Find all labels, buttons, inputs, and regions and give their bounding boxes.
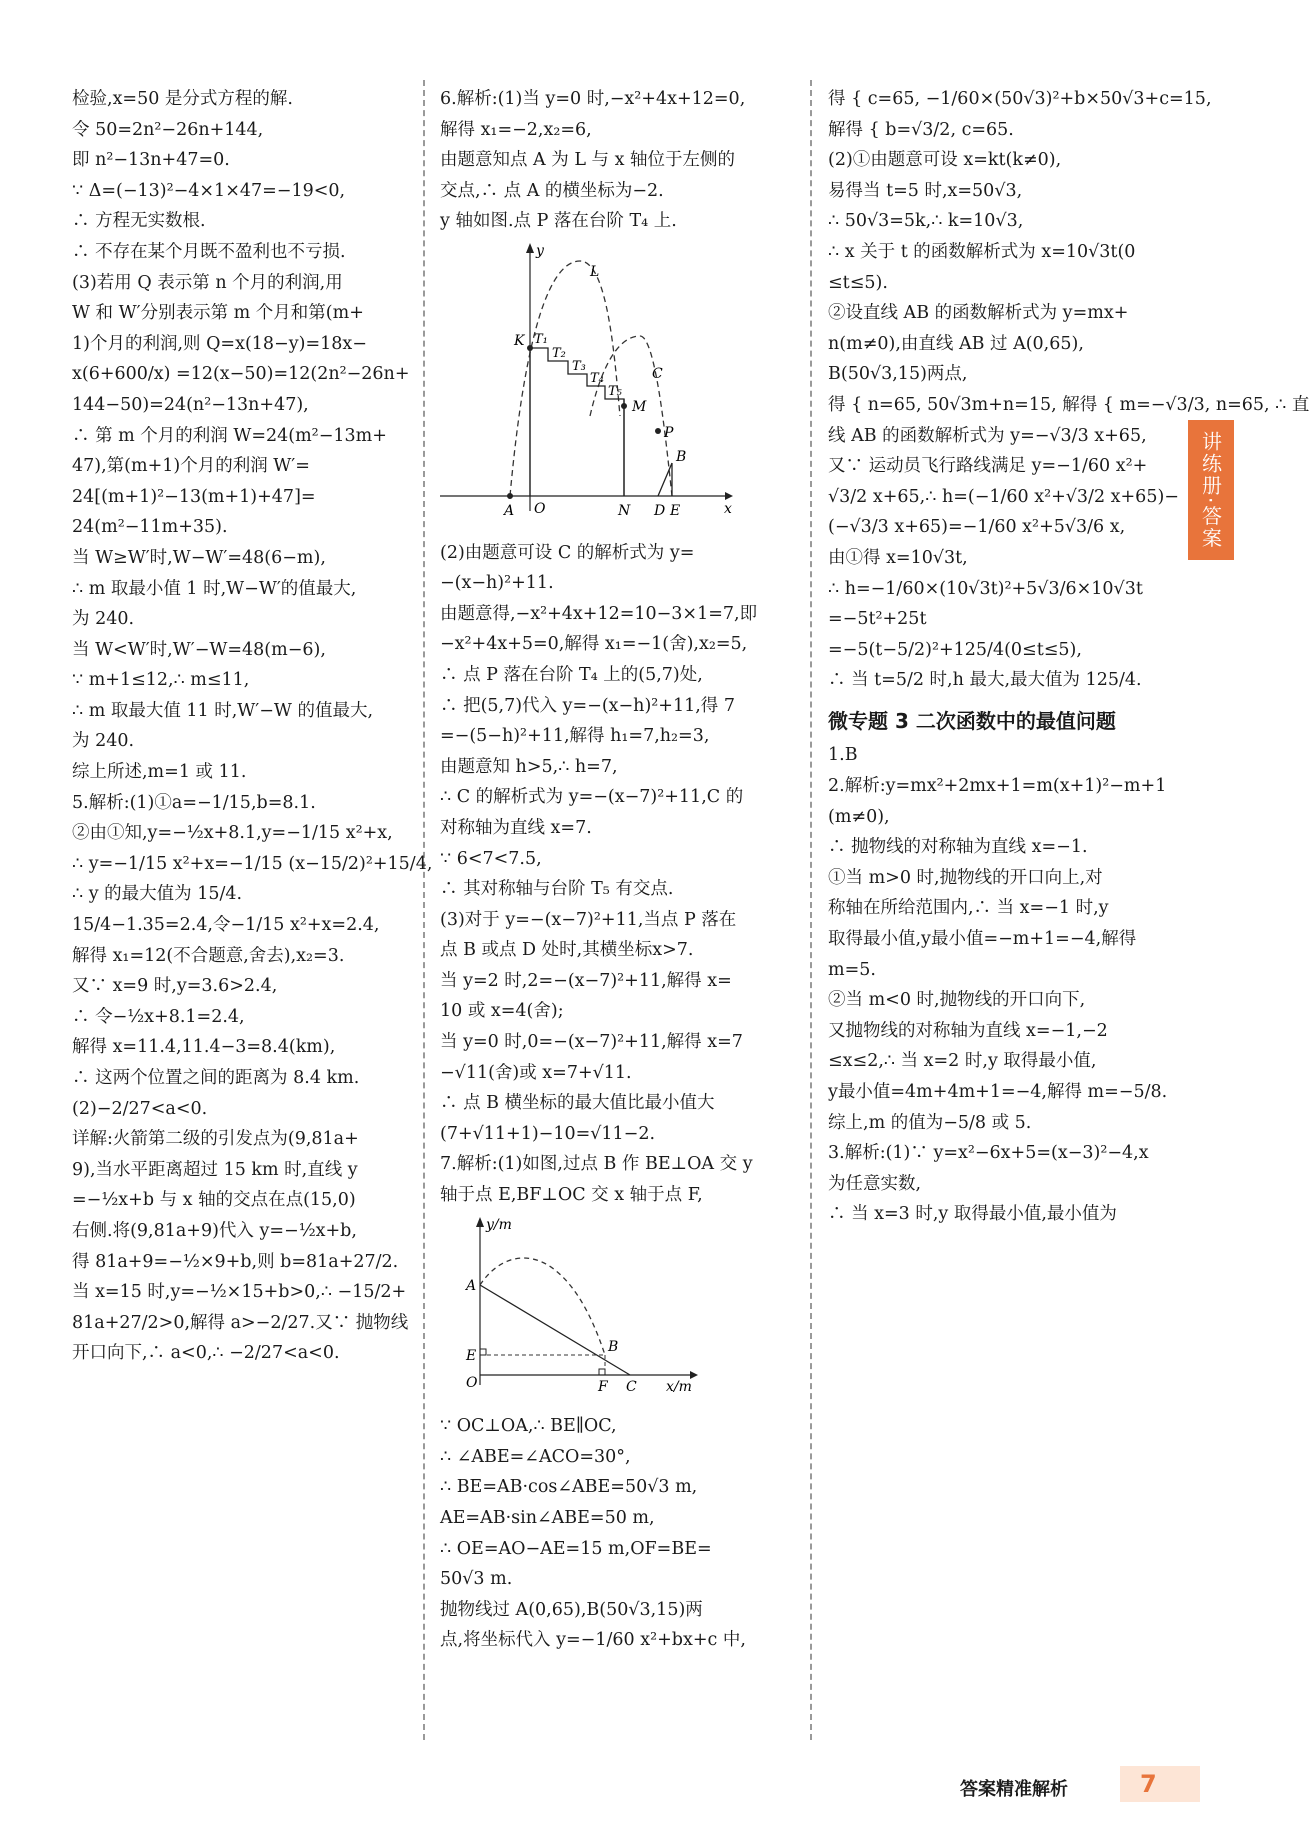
text-line: 当 W<W′时,W′−W=48(m−6), xyxy=(72,639,326,660)
fig1-label-O: O xyxy=(534,500,546,517)
text-line: ∵ OC⊥OA,∴ BE∥OC, xyxy=(440,1416,617,1437)
text-line: 47),第(m+1)个月的利润 W′= xyxy=(72,456,310,477)
text-line: 开口向下,∴ a<0,∴ −2/27<a<0. xyxy=(72,1343,340,1364)
text-line: ∴ m 取最大值 11 时,W′−W 的值最大, xyxy=(72,700,374,721)
text-line: 81a+27/2>0,解得 a>−2/27.又∵ 抛物线 xyxy=(72,1312,409,1333)
text-line: √3/2 x+65,∴ h=(−1/60 x²+√3/2 x+65)− xyxy=(828,486,1179,507)
text-line: ∴ 第 m 个月的利润 W=24(m²−13m+ xyxy=(72,425,387,446)
column-2 xyxy=(440,84,800,1656)
text-line: 6.解析:(1)当 y=0 时,−x²+4x+12=0, xyxy=(440,89,746,109)
text-line: AE=AB·sin∠ABE=50 m, xyxy=(440,1508,655,1528)
text-line: 详解:火箭第二级的引发点为(9,81a+ xyxy=(72,1129,359,1150)
text-line: 50√3 m. xyxy=(440,1569,513,1590)
text-line: ∴ ∠ABE=∠ACO=30°, xyxy=(440,1446,631,1467)
column-divider xyxy=(423,80,425,1740)
fig2-label-O: O xyxy=(466,1374,478,1391)
text-line: 综上,m 的值为−5/8 或 5. xyxy=(828,1112,1032,1133)
text-line: 由题意得,−x²+4x+12=10−3×1=7,即 xyxy=(440,603,758,624)
text-line: ∴ m 取最小值 1 时,W−W′的值最大, xyxy=(72,578,357,599)
text-line: B(50√3,15)两点, xyxy=(828,364,968,385)
text-line: 易得当 t=5 时,x=50√3, xyxy=(828,180,1023,201)
text-line: 为 240. xyxy=(72,609,135,630)
fig1-label-M: M xyxy=(632,398,647,415)
text-line: 综上所述,m=1 或 11. xyxy=(72,762,247,783)
text-line: 为 240. xyxy=(72,731,135,752)
fig2-label-F: F xyxy=(598,1378,608,1395)
fig1-label-D: D xyxy=(654,502,666,519)
fig1-label-x: x xyxy=(724,500,732,517)
text-line: ②设直线 AB 的函数解析式为 y=mx+ xyxy=(828,303,1129,324)
ski-jump-figure xyxy=(440,1215,800,1406)
text-line: =−5t²+25t xyxy=(828,609,927,630)
text-line: 解得 x₁=12(不合题意,舍去),x₂=3. xyxy=(72,945,345,966)
text-line: 144−50)=24(n²−13n+47), xyxy=(72,394,309,415)
text-line: 10 或 x=4(舍); xyxy=(440,1001,564,1022)
text-line: 由题意知 h>5,∴ h=7, xyxy=(440,756,618,777)
text-line: ≤t≤5). xyxy=(828,272,888,293)
text-line: 1)个月的利润,则 Q=x(18−y)=18x− xyxy=(72,333,367,354)
text-line: 即 n²−13n+47=0. xyxy=(72,150,230,171)
text-line: 解得 x=11.4,11.4−3=8.4(km), xyxy=(72,1037,336,1058)
text-line: ①当 m>0 时,抛物线的开口向上,对 xyxy=(828,867,1103,888)
text-line: 得 { n=65, 50√3m+n=15, 解得 { m=−√3/3, n=65, ∴ 直 xyxy=(828,394,1309,415)
text-line: ∵ Δ=(−13)²−4×1×47=−19<0, xyxy=(72,180,346,201)
text-line: 为任意实数, xyxy=(828,1173,922,1194)
fig1-label-T4: T₄ xyxy=(590,370,604,386)
text-line: −√11(舍)或 x=7+√11. xyxy=(440,1062,632,1083)
text-line: (3)若用 Q 表示第 n 个月的利润,用 xyxy=(72,272,343,293)
text-line: 9),当水平距离超过 15 km 时,直线 y xyxy=(72,1159,358,1180)
text-line: 15/4−1.35=2.4,令−1/15 x²+x=2.4, xyxy=(72,915,380,936)
text-line: x(6+600/x) =12(x−50)=12(2n²−26n+ xyxy=(72,364,410,385)
staircase-parabola-figure xyxy=(440,241,800,532)
fig1-label-C: C xyxy=(652,365,663,382)
text-line: (2)−2/27<a<0. xyxy=(72,1098,208,1119)
fig2-label-C: C xyxy=(626,1378,637,1395)
text-line: ∵ m+1≤12,∴ m≤11, xyxy=(72,670,250,691)
text-line: 对称轴为直线 x=7. xyxy=(440,817,592,838)
text-line: (3)对于 y=−(x−7)²+11,当点 P 落在 xyxy=(440,909,737,930)
text-line: 线 AB 的函数解析式为 y=−√3/3 x+65, xyxy=(828,425,1147,446)
text-line: 3.解析:(1)∵ y=x²−6x+5=(x−3)²−4,x xyxy=(828,1143,1149,1164)
text-line: 令 50=2n²−26n+144, xyxy=(72,119,264,140)
text-line: 又∵ x=9 时,y=3.6>2.4, xyxy=(72,976,278,997)
text-line: 右侧.将(9,81a+9)代入 y=−½x+b, xyxy=(72,1220,357,1241)
fig1-label-K: K xyxy=(514,332,525,349)
text-line: 由①得 x=10√3t, xyxy=(828,547,968,568)
text-line: 得 81a+9=−½×9+b,则 b=81a+27/2. xyxy=(72,1251,399,1272)
page-number: 7 xyxy=(1140,1770,1157,1798)
text-line: (m≠0), xyxy=(828,806,890,827)
text-line: (2)由题意可设 C 的解析式为 y= xyxy=(440,542,695,563)
text-line: 得 { c=65, −1/60×(50√3)²+b×50√3+c=15, xyxy=(828,89,1212,109)
text-line: m=5. xyxy=(828,959,876,980)
fig1-label-T2: T₂ xyxy=(552,345,566,361)
fig2-label-B: B xyxy=(608,1338,619,1355)
column-divider xyxy=(810,80,812,1740)
text-line: ∴ C 的解析式为 y=−(x−7)²+11,C 的 xyxy=(440,787,744,808)
fig1-label-T3: T₃ xyxy=(572,358,586,374)
text-line: ∴ BE=AB·cos∠ABE=50√3 m, xyxy=(440,1477,698,1498)
fig1-label-y: y xyxy=(536,242,544,259)
text-line: ∴ 当 x=3 时,y 取得最小值,最小值为 xyxy=(828,1204,1117,1225)
section-title: 微专题 3 二次函数中的最值问题 xyxy=(828,708,1116,733)
text-line: ∴ 把(5,7)代入 y=−(x−h)²+11,得 7 xyxy=(440,695,735,716)
text-line: ≤x≤2,∴ 当 x=2 时,y 取得最小值, xyxy=(828,1051,1097,1072)
text-line: ∴ 其对称轴与台阶 T₅ 有交点. xyxy=(440,879,674,900)
text-line: ∴ 方程无实数根. xyxy=(72,211,206,232)
text-line: 取得最小值,y最小值=−m+1=−4,解得 xyxy=(828,929,1137,950)
text-line: 解得 { b=√3/2, c=65. xyxy=(828,119,1014,140)
text-line: ∴ x 关于 t 的函数解析式为 x=10√3t(0 xyxy=(828,241,1136,262)
fig1-label-A: A xyxy=(504,502,515,519)
text-line: 称轴在所给范围内,∴ 当 x=−1 时,y xyxy=(828,898,1109,919)
text-line: ∴ 点 B 横坐标的最大值比最小值大 xyxy=(440,1093,715,1114)
text-line: y最小值=4m+4m+1=−4,解得 m=−5/8. xyxy=(828,1082,1168,1102)
fig2-label-E: E xyxy=(466,1347,477,1364)
text-line: 7.解析:(1)如图,过点 B 作 BE⊥OA 交 y xyxy=(440,1154,753,1175)
page-number-background xyxy=(1120,1766,1200,1802)
text-line: 24(m²−11m+35). xyxy=(72,517,228,538)
text-line: 点,将坐标代入 y=−1/60 x²+bx+c 中, xyxy=(440,1630,746,1651)
text-line: ∴ y=−1/15 x²+x=−1/15 (x−15/2)²+15/4, xyxy=(72,853,433,874)
text-line: ∴ 令−½x+8.1=2.4, xyxy=(72,1006,245,1027)
text-line: 又∵ 运动员飞行路线满足 y=−1/60 x²+ xyxy=(828,456,1148,477)
text-line: ∴ 抛物线的对称轴为直线 x=−1. xyxy=(828,837,1088,858)
fig1-label-T1: T₁ xyxy=(534,331,548,347)
text-line: ∴ 50√3=5k,∴ k=10√3, xyxy=(828,211,1024,232)
text-line: ②由①知,y=−½x+8.1,y=−1/15 x²+x, xyxy=(72,823,393,844)
text-line: 当 y=2 时,2=−(x−7)²+11,解得 x= xyxy=(440,970,732,991)
text-line: W 和 W′分别表示第 m 个月和第(m+ xyxy=(72,303,364,324)
fig1-label-P: P xyxy=(664,424,674,441)
text-line: 2.解析:y=mx²+2mx+1=m(x+1)²−m+1 xyxy=(828,776,1167,797)
fig2-label-y: y/m xyxy=(486,1216,512,1233)
text-line: y 轴如图.点 P 落在台阶 T₄ 上. xyxy=(440,211,677,232)
text-line: (7+√11+1)−10=√11−2. xyxy=(440,1123,656,1144)
side-tab: 讲练册·答案 xyxy=(1188,420,1234,560)
text-line: 1.B xyxy=(828,745,858,766)
text-line: 解得 x₁=−2,x₂=6, xyxy=(440,119,592,140)
text-line: ∴ 这两个位置之间的距离为 8.4 km. xyxy=(72,1068,360,1088)
text-line: 交点,∴ 点 A 的横坐标为−2. xyxy=(440,180,664,201)
text-line: ∴ y 的最大值为 15/4. xyxy=(72,884,243,905)
text-line: 当 W≥W′时,W−W′=48(6−m), xyxy=(72,547,326,568)
fig2-label-x: x/m xyxy=(666,1378,692,1395)
text-line: =−(5−h)²+11,解得 h₁=7,h₂=3, xyxy=(440,726,710,747)
column-1 xyxy=(72,84,433,1369)
text-line: 24[(m+1)²−13(m+1)+47]= xyxy=(72,486,316,507)
text-line: ∴ 当 t=5/2 时,h 最大,最大值为 125/4. xyxy=(828,670,1142,691)
text-line: −x²+4x+5=0,解得 x₁=−1(舍),x₂=5, xyxy=(440,634,748,655)
text-line: 抛物线过 A(0,65),B(50√3,15)两 xyxy=(440,1599,703,1620)
text-line: 又抛物线的对称轴为直线 x=−1,−2 xyxy=(828,1020,1108,1041)
text-line: 检验,x=50 是分式方程的解. xyxy=(72,89,293,109)
fig1-label-E: E xyxy=(670,502,681,519)
text-line: 当 y=0 时,0=−(x−7)²+11,解得 x=7 xyxy=(440,1032,743,1053)
text-line: =−½x+b 与 x 轴的交点在点(15,0) xyxy=(72,1190,356,1211)
text-line: ∴ OE=AO−AE=15 m,OF=BE= xyxy=(440,1538,712,1559)
text-line: n(m≠0),由直线 AB 过 A(0,65), xyxy=(828,333,1084,354)
text-line: 5.解析:(1)①a=−1/15,b=8.1. xyxy=(72,792,316,813)
text-line: 点 B 或点 D 处时,其横坐标x>7. xyxy=(440,940,694,961)
text-line: ∴ h=−1/60×(10√3t)²+5√3/6×10√3t xyxy=(828,578,1143,599)
text-line: ∴ 点 P 落在台阶 T₄ 上的(5,7)处, xyxy=(440,664,703,685)
text-line: ∵ 6<7<7.5, xyxy=(440,848,542,869)
fig1-label-T5: T₅ xyxy=(608,383,622,399)
text-line: (2)①由题意可设 x=kt(k≠0), xyxy=(828,150,1062,171)
fig1-label-B: B xyxy=(676,448,687,465)
text-line: ∴ 不存在某个月既不盈利也不亏损. xyxy=(72,241,346,262)
text-line: 由题意知点 A 为 L 与 x 轴位于左侧的 xyxy=(440,150,736,171)
fig1-label-L: L xyxy=(590,263,600,280)
text-line: 当 x=15 时,y=−½×15+b>0,∴ −15/2+ xyxy=(72,1282,407,1303)
fig1-label-N: N xyxy=(618,502,631,519)
text-line: =−5(t−5/2)²+125/4(0≤t≤5), xyxy=(828,639,1082,660)
fig2-label-A: A xyxy=(466,1277,477,1294)
text-line: (−√3/3 x+65)=−1/60 x²+5√3/6 x, xyxy=(828,517,1126,538)
text-line: ②当 m<0 时,抛物线的开口向下, xyxy=(828,990,1086,1011)
text-line: −(x−h)²+11. xyxy=(440,573,554,594)
footer-label: 答案精准解析 xyxy=(960,1779,1068,1800)
text-line: 轴于点 E,BF⊥OC 交 x 轴于点 F, xyxy=(440,1185,703,1206)
